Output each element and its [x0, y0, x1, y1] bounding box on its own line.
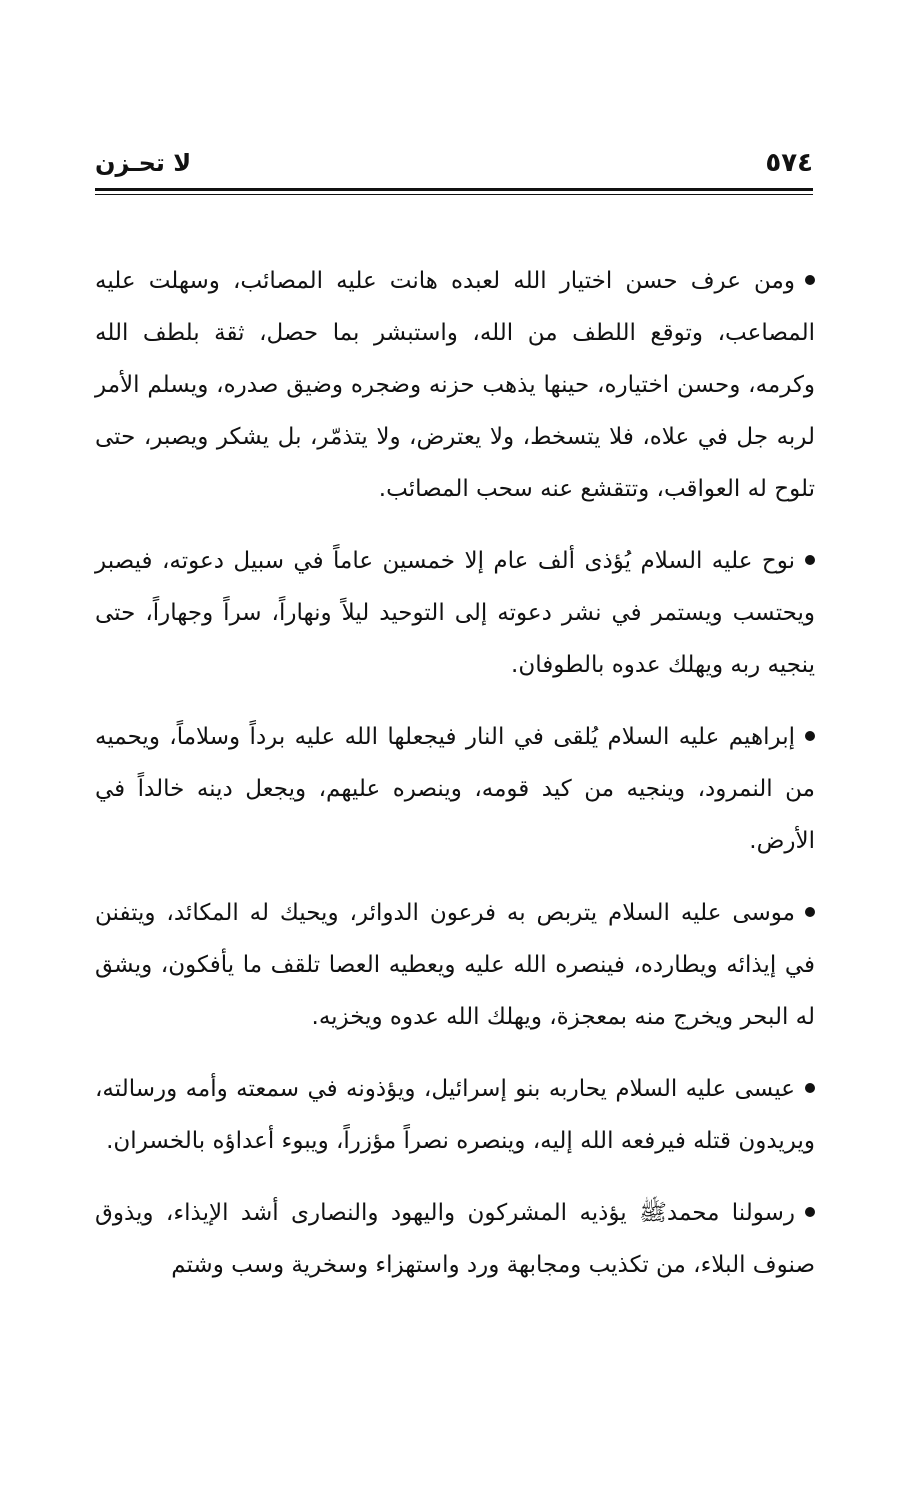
- page-header: [95, 140, 813, 188]
- paragraph-text: ومن عرف حسن اختيار الله لعبده هانت عليه المصائب، وسهلت عليه المصاعب، وتوقع اللطف من الله، واستبشر بما حصل، ثقة بلطف الله وكرمه، وحسن اختياره، حينها يذهب حزنه وضجره وضيق صدره، ويسلم الأمر لربه جل في علاه، فلا يتسخط، ولا يعترض، ولا يتذمّر، بل يشكر ويصبر، حتى تلوح له العواقب، وتتقشع عنه سحب المصائب.: [95, 268, 815, 502]
- paragraph-text: عيسى عليه السلام يحاربه بنو إسرائيل، ويؤذونه في سمعته وأمه ورسالته، ويريدون قتله فيرفعه الله إليه، وينصره نصراً مؤزراً، ويبوء أعداؤه بالخسران.: [95, 1076, 815, 1154]
- paragraph-ibrahim: [95, 711, 815, 867]
- paragraph-text: موسى عليه السلام يتربص به فرعون الدوائر، ويحيك له المكائد، ويتفنن في إيذائه ويطارده، فينصره الله عليه ويعطيه العصا تلقف ما يأفكون، ويشق له البحر ويخرج منه بمعجزة، ويهلك الله عدوه ويخزيه.: [95, 900, 815, 1030]
- paragraph-isa: [95, 1063, 815, 1167]
- paragraph-muhammad: [95, 1187, 815, 1291]
- paragraph-nuh: [95, 535, 815, 691]
- header-rule-thin: [95, 194, 813, 195]
- bullet-icon: [805, 731, 815, 741]
- paragraph-musa: [95, 887, 815, 1043]
- page-body: [95, 255, 815, 1311]
- header-rule-thick: [95, 188, 813, 191]
- book-title: لا تحـزن: [95, 149, 192, 177]
- paragraph-text: رسولنا محمدﷺ يؤذيه المشركون واليهود والنصارى أشد الإيذاء، ويذوق صنوف البلاء، من تكذيب ومجابهة ورد واستهزاء وسخرية وسب وشتم: [95, 1200, 815, 1278]
- bullet-icon: [805, 907, 815, 917]
- bullet-icon: [805, 555, 815, 565]
- paragraph-choice-of-allah: [95, 255, 815, 515]
- bullet-icon: [805, 1207, 815, 1217]
- bullet-icon: [805, 275, 815, 285]
- bullet-icon: [805, 1083, 815, 1093]
- paragraph-text: إبراهيم عليه السلام يُلقى في النار فيجعلها الله عليه برداً وسلاماً، ويحميه من النمرود، وينجيه من كيد قومه، وينصره عليهم، ويجعل دينه خالداً في الأرض.: [95, 724, 815, 854]
- paragraph-text: نوح عليه السلام يُؤذى ألف عام إلا خمسين عاماً في سبيل دعوته، فيصبر ويحتسب ويستمر في نشر دعوته إلى التوحيد ليلاً ونهاراً، سراً وجهاراً، حتى ينجيه ربه ويهلك عدوه بالطوفان.: [95, 548, 815, 678]
- page-number: ٥٧٤: [765, 148, 813, 178]
